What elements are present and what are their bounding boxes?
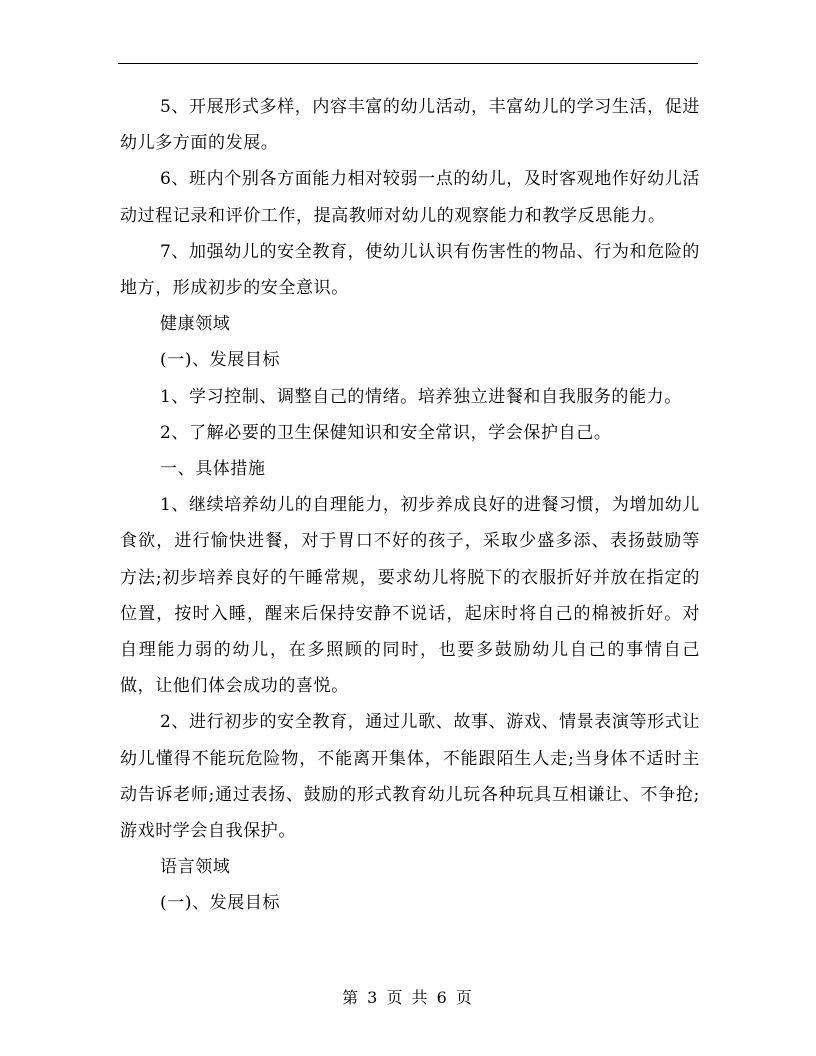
paragraph-item-5: 5、开展形式多样，内容丰富的幼儿活动，丰富幼儿的学习生活，促进幼儿多方面的发展。 bbox=[120, 97, 700, 154]
subheading-specific-measures: 一、具体措施 bbox=[160, 459, 266, 480]
page-number-footer: 第 3 页 共 6 页 bbox=[342, 988, 474, 1007]
paragraph-item-7: 7、加强幼儿的安全教育，使幼儿认识有伤害性的物品、行为和危险的地方，形成初步的安全意识。 bbox=[120, 241, 700, 299]
measure-item-2: 2、进行初步的安全教育，通过儿歌、故事、游戏、情景表演等形式让幼儿懂得不能玩危险物，不能离开集体，不能跟陌生人走;当身体不适时主动告诉老师;通过表扬、鼓励的形式教育幼儿玩各种玩具互相谦让、不争抢;游戏时学会自我保护。 bbox=[120, 712, 700, 842]
subheading-development-goals: (一)、发展目标 bbox=[160, 350, 281, 371]
goal-item-2: 2、了解必要的卫生保健知识和安全常识，学会保护自己。 bbox=[160, 422, 612, 443]
section-heading-health: 健康领域 bbox=[160, 314, 231, 335]
document-body bbox=[120, 89, 700, 922]
header-rule bbox=[118, 63, 698, 64]
section-heading-language: 语言领域 bbox=[160, 857, 231, 878]
paragraph-item-6: 6、班内个别各方面能力相对较弱一点的幼儿，及时客观地作好幼儿活动过程记录和评价工作，提高教师对幼儿的观察能力和教学反思能力。 bbox=[120, 169, 700, 226]
measure-item-1: 1、继续培养幼儿的自理能力，初步养成良好的进餐习惯，为增加幼儿食欲，进行愉快进餐，对于胃口不好的孩子，采取少盛多添、表扬鼓励等方法;初步培养良好的午睡常规，要求幼儿将脱下的衣服折好并放在指定的位置，按时入睡，醒来后保持安静不说话，起床时将自己的棉被折好。对自理能力弱的幼儿，在多照顾的同时，也要多鼓励幼儿自己的事情自己做，让他们体会成功的喜悦。 bbox=[120, 495, 700, 697]
subheading-language-goals: (一)、发展目标 bbox=[160, 893, 281, 914]
goal-item-1: 1、学习控制、调整自己的情绪。培养独立进餐和自我服务的能力。 bbox=[160, 386, 682, 407]
